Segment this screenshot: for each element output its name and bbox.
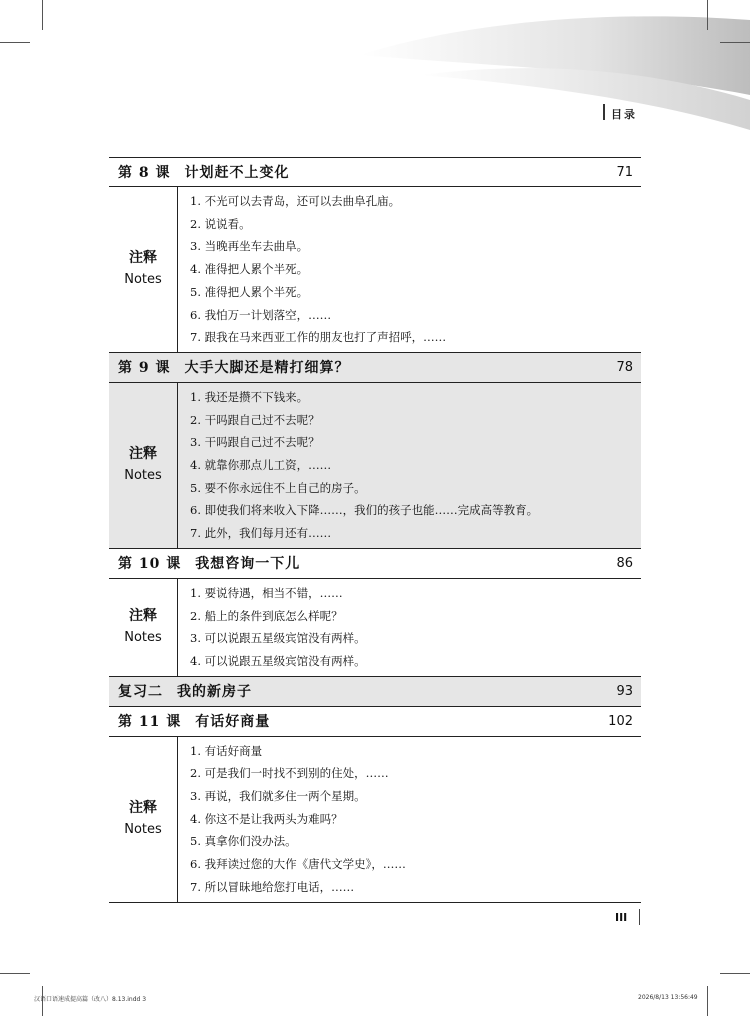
note-item[interactable]: 6. 我怕万一计划落空，…… xyxy=(190,307,332,322)
note-item[interactable]: 2. 可是我们一时找不到别的住处，…… xyxy=(190,766,389,781)
notes-block xyxy=(109,579,641,677)
notes-block xyxy=(109,187,641,353)
crop-mark xyxy=(720,42,750,43)
notes-label-cn: 注释 xyxy=(129,250,157,267)
notes-label-cn: 注释 xyxy=(129,446,157,463)
note-item[interactable]: 1. 我还是攒不下钱来。 xyxy=(190,389,309,404)
lesson-number: 第 9 课 xyxy=(118,360,171,377)
lesson-number: 第 10 课 xyxy=(118,556,182,573)
notes-list xyxy=(178,579,366,676)
header-swoosh-decoration xyxy=(0,0,750,150)
page-number: III xyxy=(615,911,628,924)
notes-label-cn: 注释 xyxy=(129,800,157,817)
note-item[interactable]: 2. 干吗跟自己过不去呢？ xyxy=(190,412,320,427)
note-item[interactable]: 2. 说说看。 xyxy=(190,216,251,231)
lesson-title xyxy=(118,162,290,182)
note-item[interactable]: 4. 准得把人累个半死。 xyxy=(190,262,309,277)
crop-mark xyxy=(707,986,708,1016)
lesson-name: 有话好商量 xyxy=(195,714,271,731)
lesson-page-number: 102 xyxy=(608,713,633,729)
lesson-page-number: 86 xyxy=(616,555,633,571)
lesson-page-number: 78 xyxy=(616,359,633,375)
crop-mark xyxy=(720,973,750,974)
crop-mark xyxy=(0,42,30,43)
notes-label-en: Notes xyxy=(124,630,162,646)
lesson-name: 计划赶不上变化 xyxy=(184,165,290,181)
lesson-name: 我的新房子 xyxy=(177,684,252,701)
footer-date-info: 2026/8/13 13:56:49 xyxy=(638,994,698,1001)
notes-label-en: Notes xyxy=(124,272,162,288)
footer-file-info: 汉语口语速成提高篇（改八）8.13.indd 3 xyxy=(34,996,147,1003)
notes-label-cn: 注释 xyxy=(129,608,157,625)
note-item[interactable]: 3. 可以说跟五星级宾馆没有两样。 xyxy=(190,631,366,646)
notes-label xyxy=(109,579,178,676)
notes-label xyxy=(109,737,178,902)
lesson-title xyxy=(118,711,270,731)
lesson-number: 第 8 课 xyxy=(118,165,171,181)
lesson-number: 第 11 课 xyxy=(118,714,182,731)
note-item[interactable]: 4. 你这不是让我两头为难吗？ xyxy=(190,811,343,826)
lesson-name: 我想咨询一下儿 xyxy=(195,556,301,573)
table-of-contents xyxy=(109,157,641,903)
header-bar xyxy=(603,104,605,120)
note-item[interactable]: 4. 就靠你那点儿工资，…… xyxy=(190,458,332,473)
note-item[interactable]: 5. 准得把人累个半死。 xyxy=(190,284,309,299)
note-item[interactable]: 3. 干吗跟自己过不去呢？ xyxy=(190,435,320,450)
lesson-title xyxy=(118,553,300,573)
notes-list xyxy=(178,187,446,352)
note-item[interactable]: 1. 有话好商量 xyxy=(190,743,263,758)
note-item[interactable]: 2. 船上的条件到底怎么样呢？ xyxy=(190,608,343,623)
notes-list xyxy=(178,737,406,902)
notes-block xyxy=(109,737,641,903)
lesson-row[interactable] xyxy=(109,353,641,383)
note-item[interactable]: 7. 所以冒昧地给您打电话，…… xyxy=(190,879,355,894)
lesson-page-number: 71 xyxy=(616,164,633,180)
lesson-number: 复习二 xyxy=(118,684,163,701)
note-item[interactable]: 1. 要说待遇，相当不错，…… xyxy=(190,585,343,600)
note-item[interactable]: 5. 要不你永远住不上自己的房子。 xyxy=(190,480,366,495)
lesson-row[interactable] xyxy=(109,707,641,737)
lesson-row[interactable] xyxy=(109,549,641,579)
note-item[interactable]: 1. 不光可以去青岛，还可以去曲阜孔庙。 xyxy=(190,194,401,208)
lesson-title xyxy=(118,357,350,377)
note-item[interactable]: 5. 真拿你们没办法。 xyxy=(190,834,297,849)
lesson-title xyxy=(118,681,252,701)
note-item[interactable]: 6. 即使我们将来收入下降……，我们的孩子也能……完成高等教育。 xyxy=(190,503,539,518)
lesson-row[interactable] xyxy=(109,157,641,187)
note-item[interactable]: 3. 再说，我们就多住一两个星期。 xyxy=(190,789,366,804)
crop-mark xyxy=(42,0,43,30)
notes-block xyxy=(109,383,641,549)
notes-label xyxy=(109,187,178,352)
note-item[interactable]: 4. 可以说跟五星级宾馆没有两样。 xyxy=(190,653,366,668)
notes-label-en: Notes xyxy=(124,822,162,838)
lesson-name: 大手大脚还是精打细算？ xyxy=(184,360,350,377)
crop-mark xyxy=(707,0,708,30)
page-number-bar xyxy=(639,909,640,925)
notes-list xyxy=(178,383,538,548)
notes-label xyxy=(109,383,178,548)
note-item[interactable]: 7. 此外，我们每月还有…… xyxy=(190,526,332,541)
lesson-page-number: 93 xyxy=(616,683,633,699)
crop-mark xyxy=(0,973,30,974)
notes-label-en: Notes xyxy=(124,468,162,484)
note-item[interactable]: 6. 我拜读过您的大作《唐代文学史》，…… xyxy=(190,857,406,872)
lesson-row[interactable] xyxy=(109,677,641,707)
section-label: 目录 xyxy=(611,108,637,121)
note-item[interactable]: 7. 跟我在马来西亚工作的朋友也打了声招呼，…… xyxy=(190,330,447,345)
note-item[interactable]: 3. 当晚再坐车去曲阜。 xyxy=(190,239,309,254)
